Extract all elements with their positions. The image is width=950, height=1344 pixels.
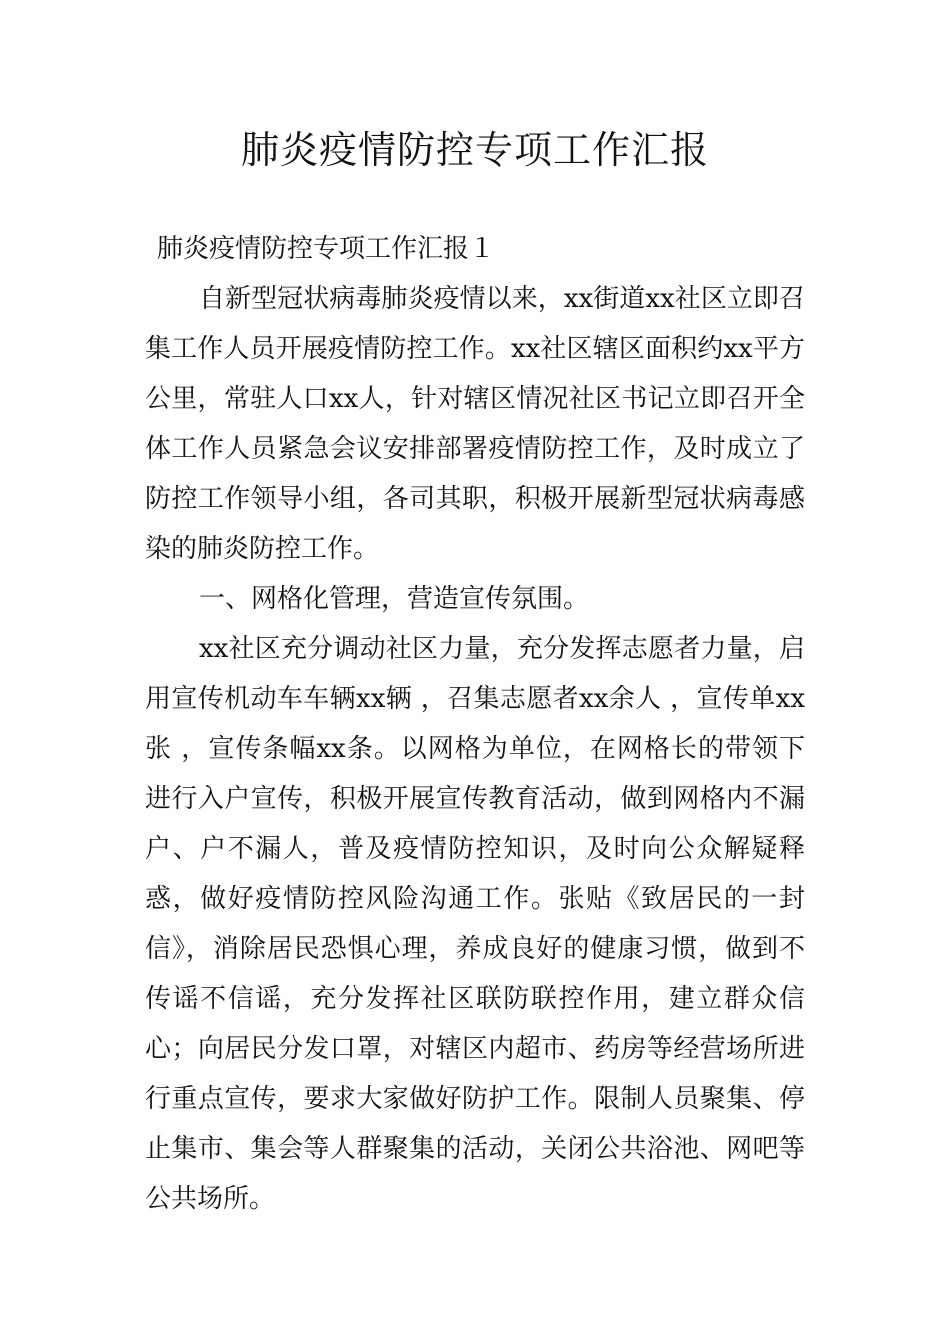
document-body (145, 224, 805, 1224)
section-subtitle: 肺炎疫情防控专项工作汇报１ (157, 234, 496, 264)
document-title: 肺炎疫情防控专项工作汇报 (240, 128, 709, 172)
section-heading-1: 一、网格化管理，营造宣传氛围。 (199, 584, 590, 614)
intro-paragraph: 自新型冠状病毒肺炎疫情以来，xx街道xx社区立即召集工作人员开展疫情防控工作。xx社区辖区面积约xx平方公里，常驻人口xx人，针对辖区情况社区书记立即召开全体工作人员紧急会议安排部署疫情防控工作，及时成立了防控工作领导小组，各司其职，积极开展新型冠状病毒感染的肺炎防控工作。 (145, 284, 805, 564)
section-1-paragraph: xx社区充分调动社区力量，充分发挥志愿者力量，启用宣传机动车车辆xx辆 ，召集志愿者xx余人 ，宣传单xx张 ，宣传条幅xx条。以网格为单位，在网格长的带领下进行入户宣传，积极开展宣传教育活动，做到网格内不漏户、户不漏人，普及疫情防控知识，及时向公众解疑释惑，做好疫情防控风险沟通工作。张贴《致居民的一封信》，消除居民恐惧心理，养成良好的健康习惯，做到不传谣不信谣，充分发挥社区联防联控作用，建立群众信心；向居民分发口罩，对辖区内超市、药房等经营场所进行重点宣传，要求大家做好防护工作。限制人员聚集、停止集市、集会等人群聚集的活动，关闭公共浴池、网吧等公共场所。 (145, 634, 805, 1214)
